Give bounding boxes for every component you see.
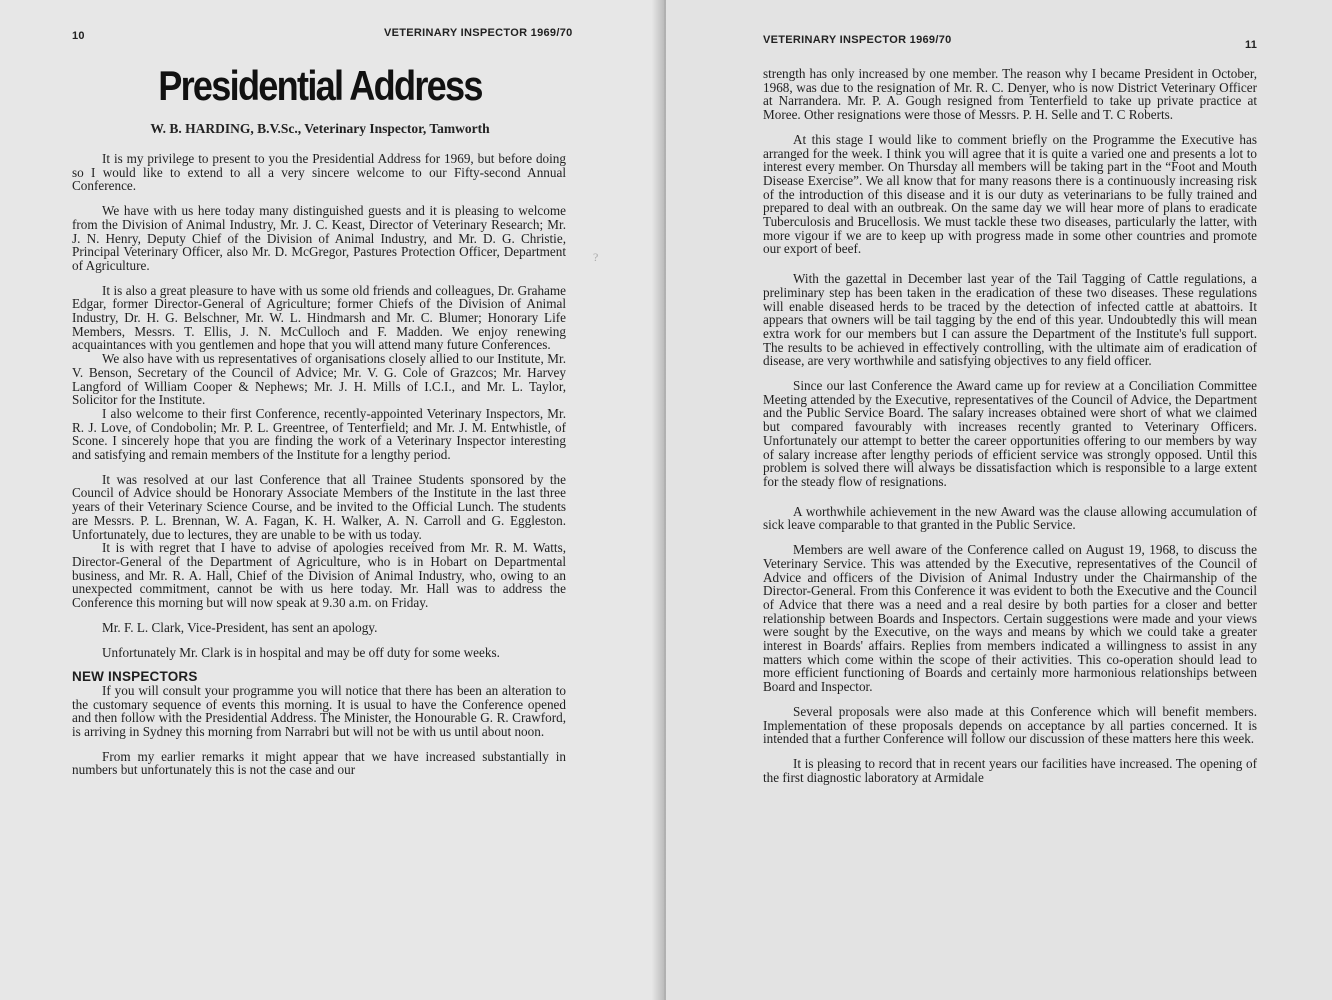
paragraph: With the gazettal in December last year of the Tail Tagging of Cattle regulations, a preliminary step has been taken in the eradication of these two diseases. These regulations will enable diseased herds to be traced by the detection of infected cattle at abattoirs. It appears that owners will be tail tagging by the end of this year. Undoubtedly this will mean extra work for our members but I can assure the Department of the Institute's full support. The results to be achieved in effectively controlling, with the ultimate aim of eradication of disease, are very worthwhile and satisfying objectives to any field officer. [763, 271, 1257, 369]
paragraph: It was resolved at our last Conference that all Trainee Students sponsored by the Council of Advice should be Honorary Associate Members of the Institute in the last three years of their Veterinary Science Course, and be invited to the Official Lunch. The students are Messrs. P. L. Brennan, W. A. Fagan, K. H. Walker, A. N. Carroll and G. Eggleston. Unfortunately, due to lectures, they are unable to be with us today. [72, 471, 566, 542]
paragraph: Members are well aware of the Conference called on August 19, 1968, to discuss the Veterinary Service. This was attended by the Executive, representatives of the Council of Advice and officers of the Division of Animal Industry under the Chairmanship of the Director-General. From this Conference it was evident to both the Executive and the Council of Advice that there was a need and a real desire by both parties for a closer and better relationship between Boards and Inspectors. Certain suggestions were made and your views were sought by the Executive, on the ways and means by which we could take a greater interest in Boards' affairs. Replies from members indicated a willingness to assist in any matters which come within the scope of their activities. This co-operation should lead to more efficient functioning of Boards and certainly more harmonious relationships between Board and Inspector. [763, 542, 1257, 695]
running-head: VETERINARY INSPECTOR 1969/70 [384, 27, 573, 39]
paragraph: Unfortunately Mr. Clark is in hospital and may be off duty for some weeks. [102, 644, 500, 660]
right-column [763, 67, 1257, 784]
paragraph: A worthwhile achievement in the new Award was the clause allowing accumulation of sick leave comparable to that granted in the Public Service. [763, 503, 1257, 533]
paragraph: It is also a great pleasure to have with us some old friends and colleagues, Dr. Grahame Edgar, former Director-General of Agriculture; former Chiefs of the Division of Animal Industry, Dr. H. G. Belschner, Mr. W. L. Hindmarsh and Mr. C. Blumer; Honorary Life Members, Messrs. T. Ellis, J. N. McCulloch and F. Madden. We enjoy renewing acquaintances with you gentlemen and hope that you will attend many future Conferences. [72, 282, 566, 353]
left-column [72, 152, 566, 777]
right-page [666, 0, 1332, 1000]
running-head: VETERINARY INSPECTOR 1969/70 [763, 34, 952, 46]
paragraph: strength has only increased by one member. The reason why I became President in October, 1968, was due to the resignation of Mr. R. C. Denyer, who is now District Veterinary Officer at Narrandera. Mr. P. A. Gough resigned from Tenterfield to take up private practice at Moree. Other resignations were those of Messrs. P. H. Selle and T. C Roberts. [763, 66, 1257, 123]
paragraph: Several proposals were also made at this Conference which will benefit members. Implementation of these proposals depends on acceptance by all parties concerned. It is intended that a further Conference will follow our discussion of these matters here this week. [763, 703, 1257, 747]
left-page [0, 0, 664, 1000]
byline: W. B. HARDING, B.V.Sc., Veterinary Inspector, Tamworth [150, 121, 490, 136]
section-heading: NEW INSPECTORS [72, 669, 198, 685]
paragraph: If you will consult your programme you will notice that there has been an alteration to the customary sequence of events this morning. It is usual to have the Conference opened and then follow with the Presidential Address. The Minister, the Honourable G. R. Crawford, is arriving in Sydney this morning from Narrabri but will not be with us until about noon. [72, 682, 566, 740]
paragraph: It is with regret that I have to advise of apologies received from Mr. R. M. Watts, Director-General of the Department of Agriculture, who is in Hobart on Departmental business, and Mr. R. A. Hall, Chief of the Division of Animal Industry, who, owing to an unexpected commitment, cannot be with us here today. Mr. Hall was to address the Conference this morning but will now speak at 9.30 a.m. on Friday. [72, 540, 566, 611]
article-title: Presidential Address [158, 62, 482, 109]
paragraph: At this stage I would like to comment briefly on the Programme the Executive has arranged for the week. I think you will agree that it is quite a varied one and presents a lot to interest every member. On Thursday all members will be taking part in the “Foot and Mouth Disease Exercise”. We all know that for many reasons there is a continuously increasing risk of the introduction of this disease and it is our duty as veterinarians to be fully trained and prepared to deal with an outbreak. On the same day we will hear more of plans to eradicate Tuberculosis and Brucellosis. We must tackle these two diseases, particularly the latter, with more vigour if we are to keep up with progress made in some other countries and promote our export of beef. [763, 131, 1257, 257]
stray-mark: ? [593, 250, 599, 264]
page-number: 11 [1245, 39, 1258, 51]
paragraph: It is pleasing to record that in recent years our facilities have increased. The opening of the first diagnostic laboratory at Armidale [763, 755, 1257, 785]
paragraph: Mr. F. L. Clark, Vice-President, has sent an apology. [102, 619, 378, 635]
paragraph: From my earlier remarks it might appear that we have increased substantially in numbers but unfortunately this is not the case and our [72, 748, 566, 778]
paragraph: We also have with us representatives of organisations closely allied to our Institute, Mr. V. Benson, Secretary of the Council of Advice; Mr. V. G. Cole of Grazcos; Mr. Harvey Langford of William Cooper & Nephews; Mr. J. H. Mills of I.C.I., and Mr. L. Taylor, Solicitor for the Institute. [72, 351, 566, 408]
page-number: 10 [72, 30, 85, 42]
paragraph: Since our last Conference the Award came up for review at a Conciliation Committee Meeting attended by the Executive, representatives of the Council of Advice, the Department and the Public Service Board. The salary increases obtained were short of what we claimed but compared favourably with increases recently granted to Veterinary Officers. Unfortunately our attempt to better the career opportunities offering to our members by way of salary increase after lengthy periods of efficient service was strongly opposed. Until this problem is solved there will always be dissatisfaction which is responsible to a large extent for the steady flow of resignations. [763, 378, 1257, 489]
paragraph: We have with us here today many distinguished guests and it is pleasing to welcome from the Division of Animal Industry, Mr. J. C. Keast, Director of Veterinary Research; Mr. J. N. Henry, Deputy Chief of the Division of Animal Industry, and Mr. D. G. Christie, Principal Veterinary Officer, also Mr. D. McGregor, Pastures Protection Officer, Department of Agriculture. [72, 203, 566, 273]
paragraph: I also welcome to their first Conference, recently-appointed Veterinary Inspectors, Mr. R. J. Love, of Condobolin; Mr. P. L. Greentree, of Tenterfield; and Mr. J. M. Entwhistle, of Scone. I sincerely hope that you are finding the work of a Veterinary Inspector interesting and satisfying and remain members of the Institute for a lengthy period. [72, 405, 566, 463]
paragraph: It is my privilege to present to you the Presidential Address for 1969, but before doing so I would like to extend to all a very sincere welcome to our Fifty-second Annual Conference. [72, 151, 566, 194]
